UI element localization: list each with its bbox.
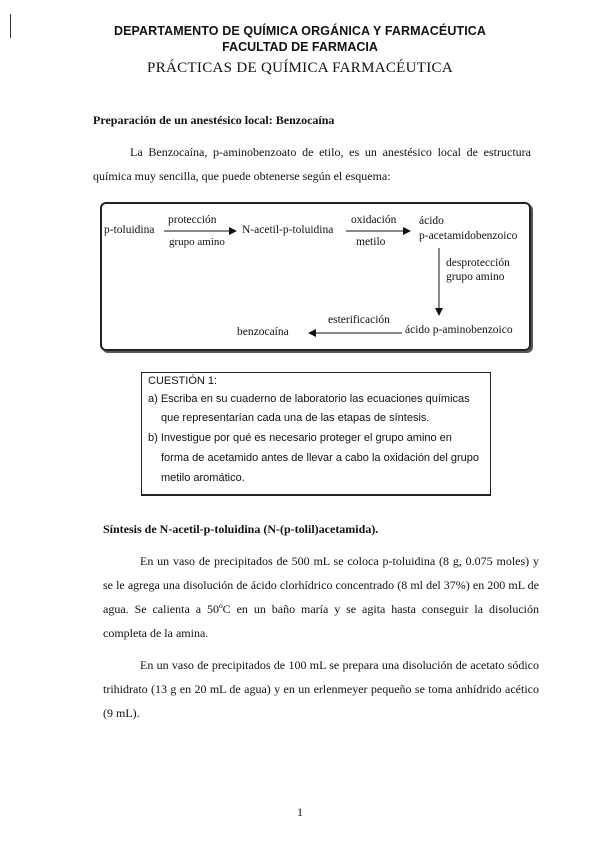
compound-acido-p-aminobenzoico: ácido p-aminobenzoico xyxy=(405,324,513,336)
compound-p-toluidina: p-toluidina xyxy=(104,224,155,236)
course-title: PRÁCTICAS DE QUÍMICA FARMACÉUTICA xyxy=(147,60,453,76)
label-desproteccion: desprotección xyxy=(446,257,510,269)
compound-benzocaina: benzocaína xyxy=(237,326,289,338)
label-metilo: metilo xyxy=(356,236,386,248)
section2-paragraph2: En un vaso de precipitados de 100 mL se prepara una disolución de acetato sódico trihidrato (13 g en 20 mL de agua) y en un erlenmeyer pequeño se toma anhídrido acético (9 mL). xyxy=(103,658,539,720)
question-b-line2: forma de acetamido antes de llevar a cabo la oxidación del grupo xyxy=(161,452,479,464)
compound-p-acetamidobenzoico: p-acetamidobenzoico xyxy=(419,230,518,242)
label-grupo-amino-2: grupo amino xyxy=(446,271,505,283)
compound-acido-label: ácido xyxy=(419,215,444,227)
reaction-scheme-box xyxy=(100,202,531,351)
question-a-line2: que representarían cada una de las etapas de síntesis. xyxy=(161,412,430,424)
label-esterificacion: esterificación xyxy=(328,314,390,326)
faculty-header: FACULTAD DE FARMACIA xyxy=(222,40,378,54)
question-b-line3: metilo aromático. xyxy=(161,472,245,484)
question-b-line1: b) Investigue por qué es necesario proteger el grupo amino en xyxy=(148,432,452,444)
label-grupo-amino-1: grupo amino xyxy=(169,236,225,248)
question-box xyxy=(141,372,491,496)
question-a-line1: a) Escriba en su cuaderno de laboratorio las ecuaciones químicas xyxy=(148,393,470,405)
compound-n-acetil-p-toluidina: N-acetil-p-toluidina xyxy=(242,224,334,236)
department-header: DEPARTAMENTO DE QUÍMICA ORGÁNICA Y FARMACÉUTICA xyxy=(113,24,487,38)
section2-paragraph1: En un vaso de precipitados de 500 mL se coloca p-toluidina (8 g, 0.075 moles) y se le agrega una disolución de ácido clorhídrico concentrado (8 ml del 37%) en 200 mL de agua. Se calienta a 50ºC en un baño maría y se agita hasta conseguir la disolución completa de la amina. xyxy=(103,554,539,640)
label-proteccion: protección xyxy=(168,214,217,226)
label-oxidacion: oxidación xyxy=(351,214,397,226)
question-title: CUESTIÓN 1: xyxy=(148,375,218,387)
section2-title: Síntesis de N-acetil-p-toluidina (N-(p-tolil)acetamida). xyxy=(103,522,379,536)
section1-title: Preparación de un anestésico local: Benzocaína xyxy=(93,113,335,127)
section1-intro: La Benzocaína, p-aminobenzoato de etilo, es un anestésico local de estructura química muy sencilla, que puede obtenerse según el esquema: xyxy=(93,145,531,183)
page-number: 1 xyxy=(297,805,303,819)
